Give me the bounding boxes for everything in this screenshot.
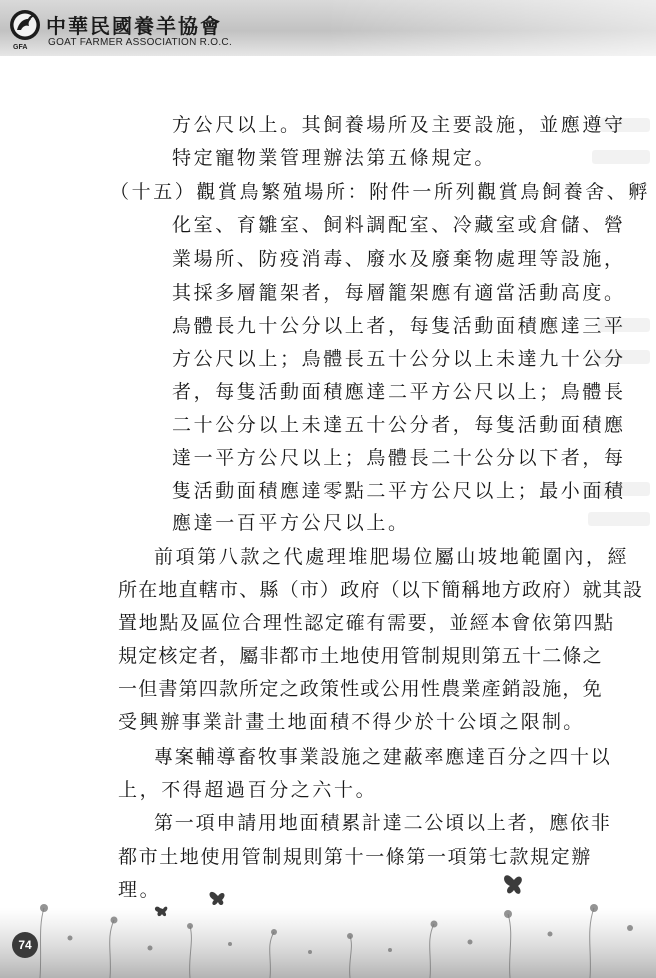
- text-line: 二十公分以上未達五十公分者，每隻活動面積應: [172, 414, 626, 436]
- text-line: 所在地直轄市、縣（市）政府（以下簡稱地方政府）就其設: [118, 579, 644, 601]
- text-line: 應達一百平方公尺以上。: [172, 512, 410, 534]
- floral-decoration: [0, 868, 656, 978]
- text-line: 隻活動面積應達零點二平方公尺以上；最小面積: [172, 480, 626, 502]
- bleed-mark: [592, 150, 650, 164]
- text-line: （十五）觀賞鳥繁殖場所：附件一所列觀賞鳥飼養舍、孵: [110, 181, 651, 203]
- text-line: 達一平方公尺以上；鳥體長二十公分以下者，每: [172, 447, 626, 469]
- text-line: 專案輔導畜牧事業設施之建蔽率應達百分之四十以: [154, 746, 612, 768]
- text-line: 置地點及區位合理性認定確有需要，並經本會依第四點: [118, 612, 615, 634]
- text-line: 化室、育雛室、飼料調配室、冷藏室或倉儲、營: [172, 214, 626, 236]
- text-line: 理。: [118, 879, 162, 901]
- org-name-english: GOAT FARMER ASSOCIATION R.O.C.: [48, 37, 233, 48]
- text-line: 鳥體長九十公分以上者，每隻活動面積應達三平: [172, 315, 626, 337]
- page-number: 74: [12, 932, 38, 958]
- org-abbreviation: GFA: [13, 44, 28, 51]
- goat-logo-icon: [8, 8, 42, 46]
- text-line: 規定核定者，屬非都市土地使用管制規則第五十二條之: [118, 645, 603, 667]
- header-fade: [326, 0, 656, 56]
- text-line: 方公尺以上；鳥體長五十公分以上未達九十公分: [172, 348, 626, 370]
- text-line: 第一項申請用地面積累計達二公頃以上者，應依非: [154, 812, 612, 834]
- text-line: 前項第八款之代處理堆肥場位屬山坡地範圍內，經: [154, 546, 630, 568]
- text-line: 業場所、防疫消毒、廢水及廢棄物處理等設施，: [172, 248, 626, 270]
- header-band: [0, 0, 656, 56]
- text-line: 特定寵物業管理辦法第五條規定。: [172, 147, 497, 169]
- text-line: 上，不得超過百分之六十。: [118, 779, 378, 801]
- text-line: 都市土地使用管制規則第十一條第一項第七款規定辦: [118, 846, 592, 868]
- bleed-mark: [588, 512, 650, 526]
- text-line: 其採多層籠架者，每層籠架應有適當活動高度。: [172, 282, 626, 304]
- text-line: 一但書第四款所定之政策性或公用性農業產銷設施，免: [118, 678, 603, 700]
- text-line: 受興辦事業計畫土地面積不得少於十公頃之限制。: [118, 711, 585, 733]
- org-name-chinese: 中華民國養羊協會: [46, 14, 222, 38]
- text-line: 方公尺以上。其飼養場所及主要設施，並應遵守: [172, 114, 626, 136]
- text-line: 者，每隻活動面積應達二平方公尺以上；鳥體長: [172, 381, 626, 403]
